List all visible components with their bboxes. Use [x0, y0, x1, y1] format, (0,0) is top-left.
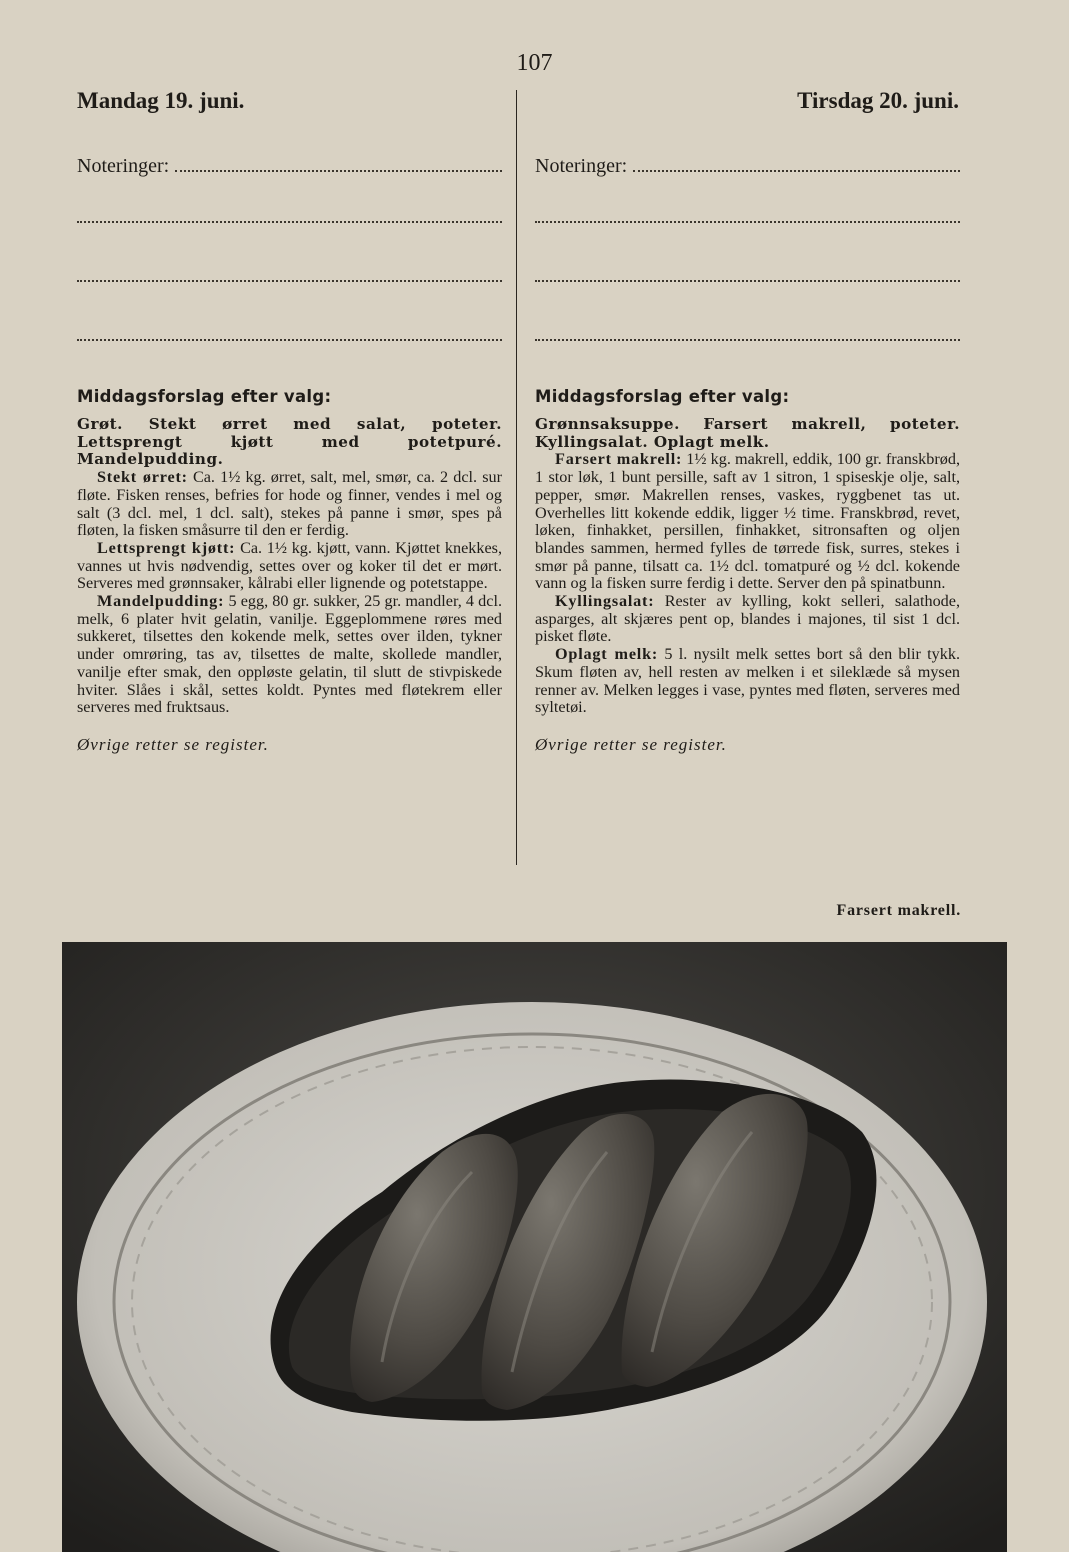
day-heading-tuesday: Tirsdag 20. juni.	[797, 88, 959, 113]
notes-line	[535, 278, 960, 282]
section-title: Middagsforslag efter valg:	[77, 387, 332, 406]
column-divider	[516, 90, 517, 865]
left-column	[77, 155, 502, 755]
recipe-title: Lettsprengt kjøtt:	[97, 538, 236, 557]
recipes-text	[77, 416, 502, 717]
recipe-text: Ca. 1½ kg. kjøtt, vann. Kjøttet knekkes, vannes ut hvis nødvendig, settes over og koker til det er mørt. Serveres med grønnsaker, kålrabi eller lignende og potetstappe.	[77, 538, 502, 593]
recipe-title: Stekt ørret:	[97, 468, 188, 487]
notes-line	[77, 337, 502, 341]
recipe	[77, 540, 502, 593]
recipes-text	[535, 416, 960, 717]
recipe-text: Ca. 1½ kg. ørret, salt, mel, smør, ca. 2 dcl. sur fløte. Fisken renses, befries for hode og finner, vendes i mel og salt (3 dcl. mel, 1 dcl. salt), stekes på panne i smør, spes på fløten, la fisken småsurre til den er ferdig.	[77, 468, 502, 540]
recipe-text: 5 egg, 80 gr. sukker, 25 gr. mandler, 4 dcl. melk, 6 plater hvit gelatin, vanilje. Eggeplommene røres med sukkeret, tilsettes den kokende melk, settes over ilden, tykner under omrøring, tas av, tilsettes de malte, skollede mandler, vanilje efter smak, den oppløste gelatin, til slutt de stivpiskede hviter. Slåes i skål, settes koldt. Pyntes med fløtekrem eller serveres med fruktsaus.	[77, 592, 502, 717]
recipe	[77, 593, 502, 717]
notes-section	[535, 155, 960, 191]
page-number: 107	[516, 50, 553, 76]
notes-dotted-fill	[175, 156, 502, 172]
recipe-title: Oplagt melk:	[555, 645, 659, 664]
recipe-text: Rester av kylling, kokt selleri, salathode, asparges, alt skjæres pent op, blandes i majones, til sist 1 dcl. pisket fløte.	[535, 592, 961, 646]
recipe	[77, 469, 502, 540]
recipe	[535, 646, 960, 717]
notes-dotted-fill	[633, 156, 960, 172]
day-heading-monday: Mandag 19. juni.	[77, 88, 245, 113]
recipe-title: Farsert makrell:	[555, 450, 683, 469]
recipe-text: 1½ kg. makrell, eddik, 100 gr. franskbrød, 1 stor løk, 1 bunt persille, saft av 1 sitron, 1 spiseskje olje, salt, pepper, smør. Makrellen renses, vaskes, ryggbenet tas ut. Overhelles litt kokende eddik, ligger ½ time. Franskbrød, revet, løken, finhakket, persillen, finhakket, sitronsaften og oljen blandes sammen, hermed fylles de tørrede fisk, surres, stekes i smør på panne, tilsatt ca. 1½ dcl. tomatpuré og ½ dcl. kokende vann og la fisken surre ferdig i dette. Server den på spinatbunn.	[535, 450, 960, 593]
other-dishes-note: Øvrige retter se register.	[77, 734, 269, 754]
menu-line: Grøt. Stekt ørret med salat, poteter. Lettsprengt kjøtt med potetpuré. Mandelpudding.	[77, 415, 502, 469]
notes-line	[77, 278, 502, 282]
other-dishes-note: Øvrige retter se register.	[535, 734, 727, 754]
notes-line	[535, 219, 960, 223]
notes-section	[77, 155, 502, 191]
notes-label: Noteringer:	[535, 155, 628, 177]
notes-line	[77, 219, 502, 223]
section-title: Middagsforslag efter valg:	[535, 387, 790, 406]
recipe-title: Mandelpudding:	[97, 592, 225, 611]
notes-line	[535, 337, 960, 341]
right-column	[535, 155, 960, 755]
dish-photo-drawing	[62, 942, 1007, 1552]
menu-line: Grønnsaksuppe. Farsert makrell, poteter. Kyllingsalat. Oplagt melk.	[535, 415, 960, 451]
recipe-title: Kyllingsalat:	[555, 592, 655, 611]
dish-photo	[62, 942, 1007, 1552]
recipe-text: 5 l. nysilt melk settes bort så den blir tykk. Skum fløten av, hell resten av melken i et sileklæde så mysen renner av. Melken legges i vase, pyntes med fløten, serveres med syltetøi.	[535, 645, 961, 717]
photo-caption: Farsert makrell.	[836, 902, 961, 919]
recipe	[535, 451, 960, 593]
recipe	[535, 593, 960, 646]
notes-label: Noteringer:	[77, 155, 170, 177]
